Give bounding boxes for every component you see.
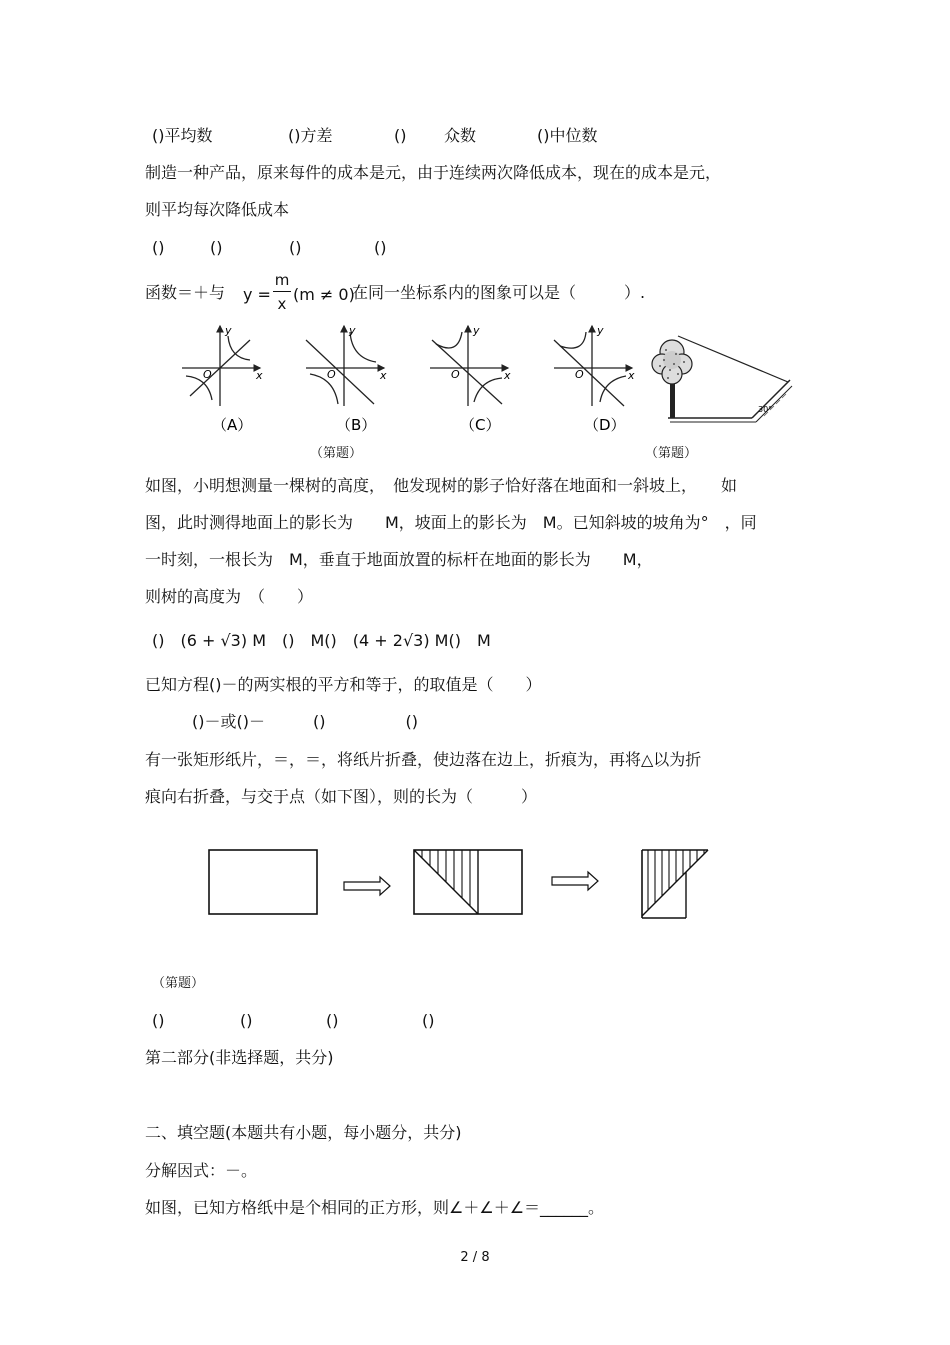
part2-title: 第二部分(非选择题，共分): [145, 1048, 334, 1067]
paper-option-b: (): [240, 1011, 253, 1030]
graph-a-label: （A）: [212, 416, 253, 434]
page-number: 2 / 8: [460, 1250, 490, 1265]
formula-condition: (m ≠ 0): [293, 285, 355, 304]
function-graphs: [170, 318, 650, 440]
graph-b-x: x: [380, 369, 387, 382]
paper-option-c: (): [326, 1011, 339, 1030]
option-c: (): [394, 126, 407, 145]
option-mean: ()平均数: [152, 126, 213, 145]
graph-b: [306, 324, 387, 434]
option-variance: ()方差: [288, 126, 333, 145]
formula-denominator: x: [277, 295, 287, 313]
tree-slope-figure: [640, 330, 800, 425]
graph-c: [430, 324, 511, 434]
question-tree-line3: 一时刻，一根长为 M，垂直于地面放置的标杆在地面的影长为 M，: [145, 550, 653, 569]
question-equation: 已知方程()－的两实根的平方和等于，的取值是（ ）: [145, 675, 542, 694]
cost-option-b: (): [210, 238, 223, 257]
graph-a-y: y: [225, 324, 232, 337]
question-tree-line4: 则树的高度为 （ ）: [145, 587, 314, 606]
question-factor: 分解因式：－。: [145, 1161, 258, 1180]
question-function-suffix: 在同一坐标系内的图象可以是（ ）.: [352, 283, 646, 302]
question-cost-line2: 则平均每次降低成本: [145, 200, 290, 219]
graph-b-y: y: [349, 324, 356, 337]
slope-angle-label: 30°: [758, 405, 773, 414]
caption-graphs: （第题）: [310, 446, 363, 461]
graph-b-origin: O: [327, 368, 336, 381]
folding-diagram: [200, 840, 720, 925]
paper-option-d: (): [422, 1011, 435, 1030]
question-paper-line2: 痕向右折叠，与交于点（如下图），则的长为（ ）: [145, 787, 538, 806]
graph-c-origin: O: [451, 368, 460, 381]
section2-title: 二、填空题(本题共有小题，每小题分，共分): [145, 1123, 462, 1142]
graph-a-x: x: [256, 369, 263, 382]
tree-crown: [652, 340, 692, 384]
option-median: ()中位数: [537, 126, 598, 145]
graph-d-y: y: [597, 324, 604, 337]
question-function-prefix: 函数＝＋与: [145, 283, 226, 302]
cost-option-c: (): [289, 238, 302, 257]
option-mode: 众数: [444, 126, 477, 145]
formula-y: y =: [243, 285, 271, 304]
graph-d: [554, 324, 635, 434]
equation-options: ()－或()－ () (): [192, 712, 418, 731]
cost-option-d: (): [374, 238, 387, 257]
paper-option-a: (): [152, 1011, 165, 1030]
graph-a: [182, 324, 263, 434]
graph-d-label: （D）: [584, 416, 626, 434]
question-tree-line1: 如图，小明想测量一棵树的高度， 他发现树的影子恰好落在地面和一斜坡上， 如: [145, 476, 738, 495]
caption-folding: （第题）: [152, 976, 205, 991]
caption-tree: （第题）: [645, 446, 698, 461]
question-paper-line1: 有一张矩形纸片，＝，＝，将纸片折叠，使边落在边上，折痕为，再将△以为折: [145, 750, 702, 769]
question-tree-line2: 图，此时测得地面上的影长为 M，坡面上的影长为 M。已知斜坡的坡角为° ，同: [145, 513, 757, 532]
graph-a-origin: O: [203, 368, 212, 381]
original-rectangle: [209, 850, 317, 914]
fraction-bar: [273, 291, 291, 292]
folded-rectangle-2: [642, 850, 708, 918]
formula-numerator: m: [274, 271, 290, 289]
question-grid: 如图，已知方格纸中是个相同的正方形，则∠＋∠＋∠＝______。: [145, 1198, 605, 1217]
tree-options: () (6 + √3) M () M() (4 + 2√3) M() M: [152, 631, 491, 650]
folded-rectangle-1: [414, 850, 522, 914]
graph-d-origin: O: [575, 368, 584, 381]
arrow-right-icon: [344, 877, 390, 895]
arrow-right-icon: [552, 872, 598, 890]
graph-c-y: y: [473, 324, 480, 337]
graph-c-label: （C）: [460, 416, 501, 434]
graph-c-x: x: [504, 369, 511, 382]
graph-b-label: （B）: [336, 416, 377, 434]
cost-option-a: (): [152, 238, 165, 257]
graph-d-x: x: [628, 369, 635, 382]
question-cost-line1: 制造一种产品，原来每件的成本是元，由于连续两次降低成本，现在的成本是元，: [145, 163, 722, 182]
